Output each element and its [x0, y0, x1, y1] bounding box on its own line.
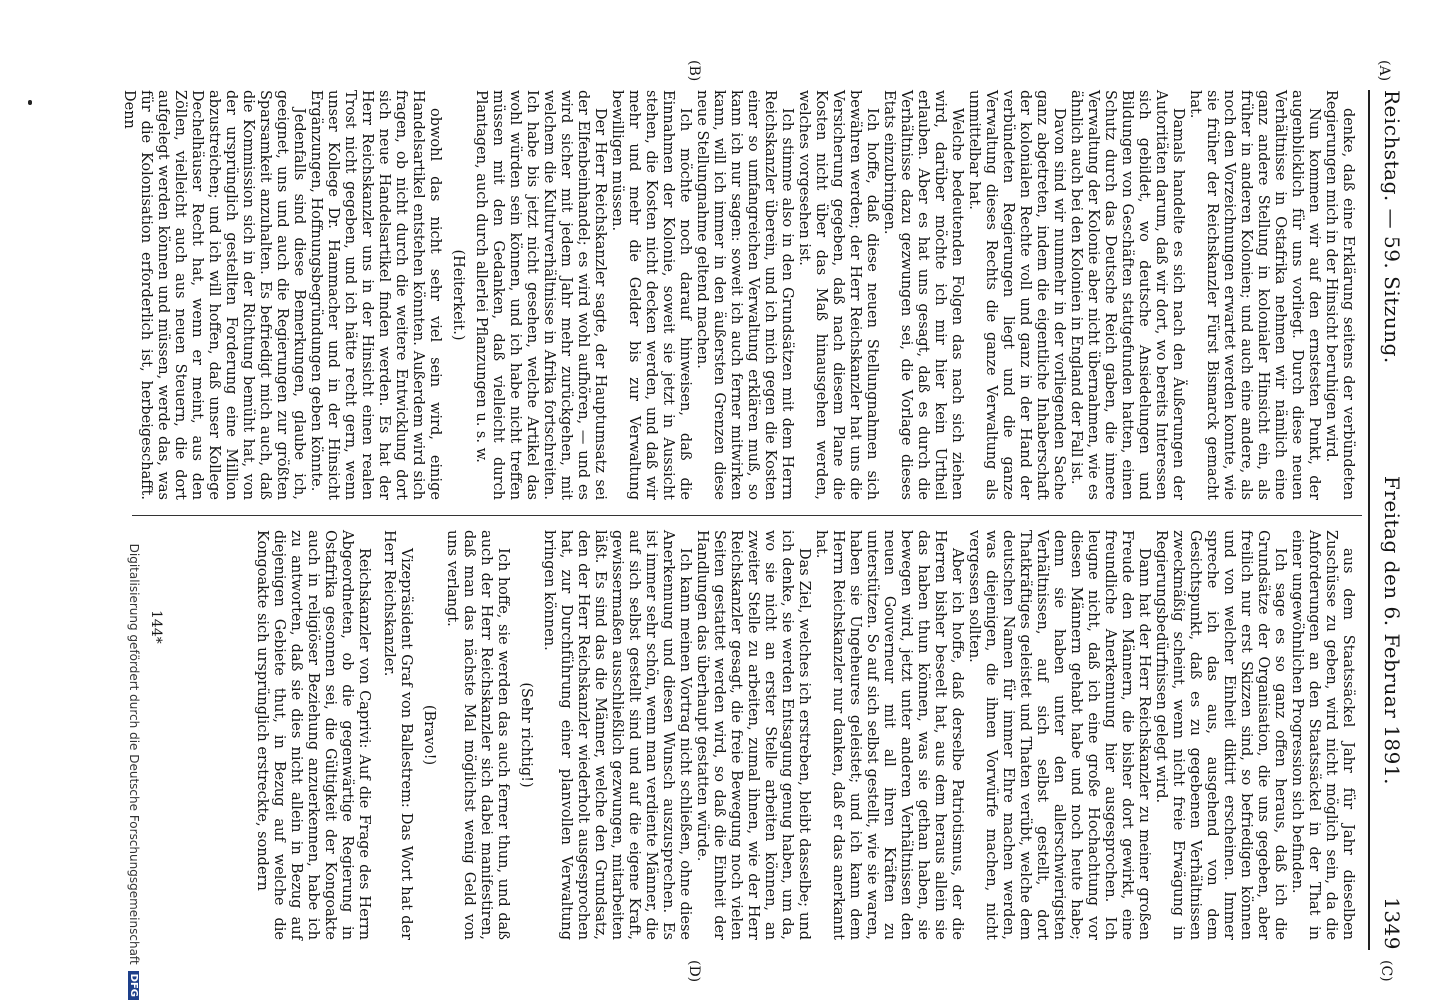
paragraph: Ich kann meinen Vortrag nicht schließen, ohne diese Anerkennung und diesen Wunsch auszusprechen. Es ist immer sehr schön, wenn man verdiente Männer, die auf sich selbst gestellt sind und auf die eigene Kraft, gewissermaßen ausschließlich gezwungen, mitarbeiten läßt. Es sind das die Männer, welche den Grundsatz, den der Herr Reichskanzler wiederholt ausgesprochen hat, zur Durchführung einer planvollen Verwaltung bringen können. [541, 530, 693, 940]
page-header [1378, 90, 1404, 950]
footer-text: Digitalisierung gefördert durch die Deutsche Forschungsgemeinschaft [127, 543, 141, 965]
spacer [372, 530, 380, 940]
paragraph: denke, daß eine Erklärung seitens der verbündeten Regierungen mich in der Hinsicht beruhigen wird. [1323, 90, 1356, 500]
paragraph: Welche bedeutenden Folgen das nach sich ziehen wird, darüber möchte ich mir hier kein Urtheil erlauben. Aber es hat uns gesagt, daß es durch die Verhältnisse dazu gezwungen sei, die Vorlage dieses Etats einzubringen. [881, 90, 965, 500]
paragraph: aus dem Staatssäckel Jahr für Jahr dieselben Zuschüsse zu geben, wird nicht möglich sein, da die Anforderungen an den Staatssäckel in der That in einer ungewöhnlichen Progression sich befinden. [1289, 530, 1356, 940]
paragraph: obwohl das nicht sehr viel sein wird, einige Handelsartikel entstehen könnten. Außerdem wird sich fragen, ob nicht durch die weitere Entwicklung dort sich neue Handelsartikel finden werden. Es hat der Herr Reichskanzler uns in der Hinsicht einen realen Trost nicht gegeben, und ich hätte recht gern, wenn unser Kollege Dr. Hammacher und in der Hinsicht Ergänzungen, Hoffnungsbegründungen geben könnte. [308, 90, 443, 500]
footer-credit [124, 0, 144, 1000]
left-column [121, 90, 1356, 500]
paragraph: Ich möchte noch darauf hinweisen, daß die Einnahmen der Kolonie, soweit sie jetzt in Aussicht stehen, die Kosten nicht decken werden, und daß wir mehr und mehr die Gelder bis zur Verwaltung bewilligen müssen. [609, 90, 693, 500]
paragraph: Damals handelte es sich nach den Äußerungen der Autoritäten darum, daß wir dort, wo bereits Interessen sich gebildet, wo deutsche Ansiedelungen und Bildungen von Geschäften stattgefunden hatten, einen Schutz durch das Deutsche Reich gaben, die innere Verwaltung der Kolonie aber nicht übernahmen, wie es ähnlich auch bei den Kolonien in England der Fall ist. [1068, 90, 1186, 500]
header-page-number: 1349 [1380, 897, 1404, 950]
header-session: Reichstag. — 59. Sitzung. [1380, 90, 1404, 364]
paragraph: Jedenfalls sind diese Bemerkungen, glaube ich, geeignet, uns und auch die Regierungen zur größten Sparsamkeit anzuhalten. Es befriedigt mich auch, daß die Kommission sich in der Richtung bemüht hat, von der ursprünglich gestellten Forderung eine Million abzustreichen; und ich will hoffen, daß unser Kollege Dechelhäuser Recht hat, wenn er meint, aus den Zöllen, vielleicht auch aus neuen Steuern, die dort aufgelegt werden können und müssen, werde das, was für die Kolonisation erforderlich ist, herbeigeschafft. Denn [121, 90, 307, 500]
paragraph: Aber ich hoffe, daß derselbe Patriotismus, der die Herren bisher beseelt hat, aus dem heraus allein sie das haben thun können, was sie gethan haben, sie bewegen wird, jetzt unter anderen Verhältnissen den neuen Gouverneur mit all ihren Kräften zu unterstützen. So auf sich selbst gestellt, wie sie waren, haben sie Ungeheures geleistet; und ich kann dem Herrn Reichskanzler nur danken, daß er das anerkannt hat. [813, 530, 965, 940]
paragraph: Ich hoffe, daß diese neuen Stellungnahmen sich bewähren werden; der Herr Reichskanzler hat uns die Versicherung gegeben, daß nach diesem Plane die Kosten nicht über das Maß hinausgehen werden, welches vorgesehen ist. [796, 90, 880, 500]
speaker-paragraph: Vizepräsident Graf von Ballestrem: Das Wort hat der Herr Reichskanzler. [381, 530, 414, 940]
margin-marker-b: (B) [686, 60, 702, 82]
margin-marker-a: (A) [1376, 60, 1392, 82]
scanned-page [112, 0, 1432, 1000]
margin-marker-c: (C) [1378, 960, 1394, 982]
paragraph: Dann hat der Herr Reichskanzler zu meiner großen Freude den Männern, die bisher dort gewirkt, eine freundliche Anerkennung hier ausgesprochen. Ich leugne nicht, daß ich eine große Hochachtung vor diesen Männern gehabt habe und noch heute habe; denn sie haben unter den allerschwierigsten Verhältnissen, auf sich selbst gestellt, dort Thatkräftiges geleistet und Thaten verübt, welche dem deutschen Namen für immer Ehre machen werden, was diejenigen, die ihnen Vorwürfe machen, nicht vergessen sollten. [966, 530, 1152, 940]
paragraph: Ich stimme also in den Grundsätzen mit dem Herrn Reichskanzler überein, und ich mich gegen die Kosten einer so umfangreichen Verwaltung erklären muß, so kann ich nur sagen: soweit ich auch ferner mitwirken kann, will ich immer in den äußersten Grenzen diese neue Stellungnahme geltend machen. [694, 90, 795, 500]
paragraph: Nun kommen wir auf den ernstesten Punkt, der augenblicklich für uns vorliegt. Durch diese neuen Verhältnisse in Ostafrika nehmen wir nämlich eine ganz andere Stellung in kolonialer Hinsicht ein, als früher in anderen Kolonien; und auch eine andere, als noch den Vorzeichnungen erwartet werden konnte, wie sie früher der Reichskanzler Fürst Bismarck gemacht hat. [1187, 90, 1322, 500]
column-divider [132, 515, 1362, 516]
header-rule [1368, 90, 1370, 950]
bottom-page-number: 144* [148, 610, 164, 644]
paragraph: Ich sage es so ganz offen heraus, daß ich die Grundsätze der Organisation, die uns gegeben, aber freilich nur erst Skizzen sind, so befriedigen können und von welcher Einheit diktirt erscheinen. Immer spreche ich das aus, ausgehend von dem Gesichtspunkt, daß es zu gegebenen Verhältnissen zweckmäßig scheint, wenn nicht freie Erwägung in Regierungsbedürfnissen gelegt wird. [1153, 530, 1288, 940]
paragraph: Das Ziel, welches ich erstreben, bleibt dasselbe; und ich denke, sie werden Entsagung genug haben, um da, wo sie nicht an erster Stelle arbeiten können, an zweiter Stelle zu arbeiten, zumal ihnen, wie der Herr Reichskanzler gesagt, die freie Bewegung noch vielen Seiten gestattet werden wird, so daß die Einheit der Handlungen das überhaupt gestatten würde. [694, 530, 812, 940]
paragraph: Der Herr Reichskanzler sagte, der Hauptumsatz sei der Elfenbeinhandel; es wird wohl aufhören, — und es wird sicher mit jedem Jahr mehr zurückgehen, mit welchem die Kulturverhältnisse in Afrika fortschreiten. Ich habe bis jetzt nicht gesehen, welche Artikel das wohl würden sein können, und ich habe nicht treffen müssen mit den Gedanken, daß vielleicht durch Plantagen, auch durch allerlei Pflanzungen u. s. w. [473, 90, 608, 500]
interjection: (Bravo!) [421, 704, 437, 766]
paragraph: Ich hoffe, sie werden das auch ferner thun, und daß auch der Herr Reichskanzler sich dabei manifestiren, daß man das nächste Mal möglichst wenig Geld von uns verlangt. [444, 530, 511, 940]
speaker-paragraph: Reichskanzler von Caprivi: Auf die Frage des Herrn Abgeordneten, ob die gegenwärtige Regierung in Ostafrika gesonnen sei, die Gültigkeit der Kongoakte auch in religiöser Beziehung anzuerkennen, habe ich zu antworten, daß sie dies nicht allein in Bezug auf diejenigen Gebiete thut, in Bezug auf welche die Kongoakte sich ursprünglich erstreckte, sondern [254, 530, 372, 940]
header-date: Freitag den 6. Februar 1891. [1380, 475, 1404, 785]
interjection: (Sehr richtig!) [518, 682, 534, 788]
right-column [136, 530, 1356, 940]
dfg-logo: DFG [129, 971, 140, 1000]
margin-marker-d: (D) [686, 960, 702, 983]
paragraph: Davon sind wir nunmehr in der vorliegenden Sache ganz abgetreten, indem die eigentliche Inhaberschaft der kolonialen Rechte voll und ganz in der Hand der verbündeten Regierungen liegt und die ganze Verwaltung dieses Rechts die ganze Verwaltung als unmittelbar hat. [966, 90, 1067, 500]
interjection: (Heiterkeit.) [450, 249, 466, 341]
scan-speck [28, 100, 32, 105]
